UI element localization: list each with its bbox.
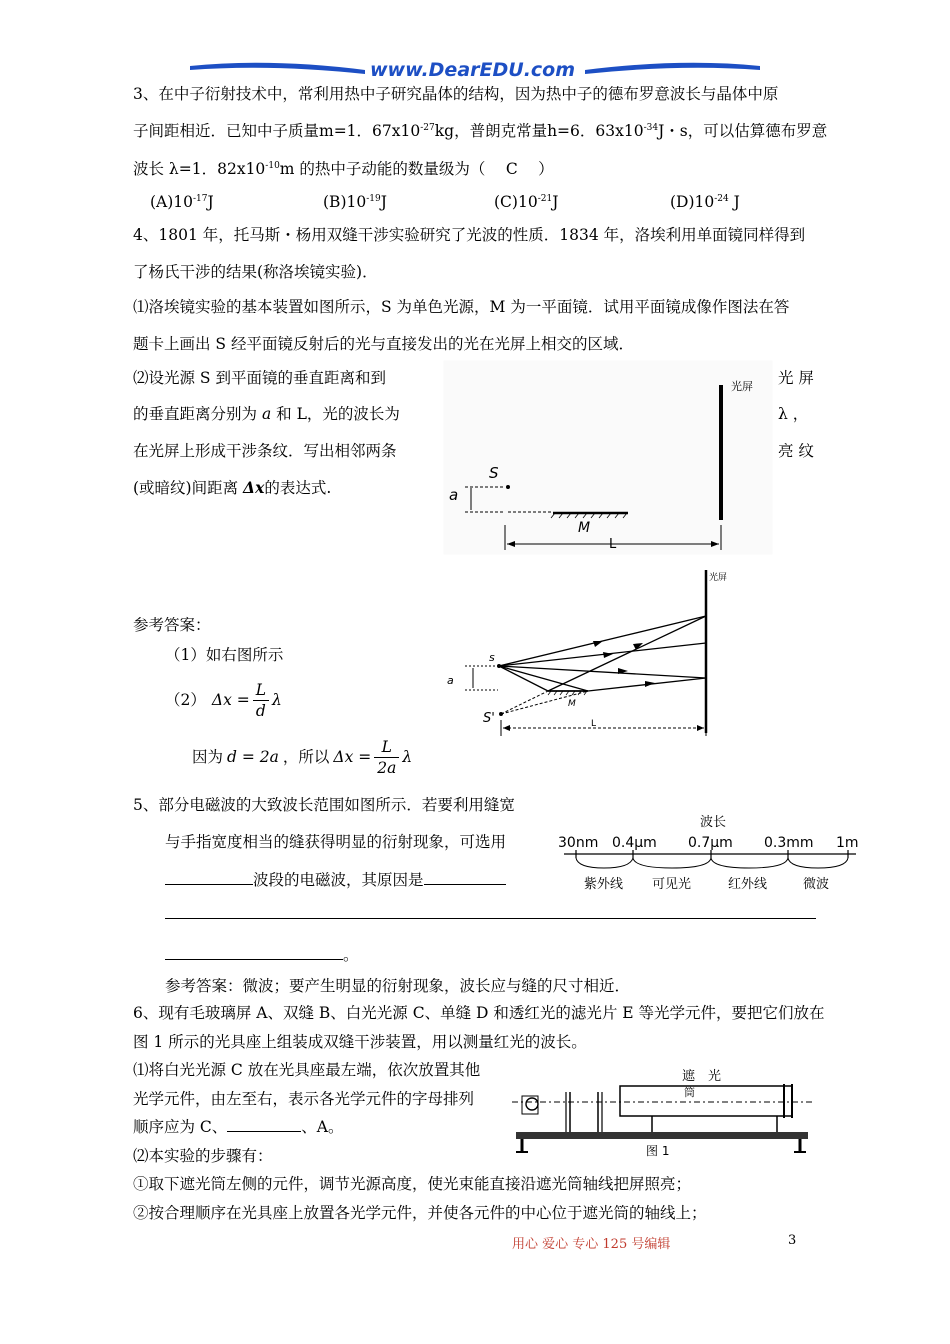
- band-microwave: 微波: [803, 877, 830, 892]
- footer-text: 用心 爱心 专心 125 号编辑: [512, 1237, 671, 1252]
- q4-part1-line2: 题卡上画出 S 经平面镜反射后的光与直接发出的光在光屏上相交的区域．: [133, 335, 634, 353]
- page-number: 3: [788, 1233, 797, 1248]
- tick-30nm: 30nm: [558, 835, 599, 851]
- fig2-screen-label: 光屏: [709, 573, 728, 583]
- q3-option-c: $(C)10^{-21}J$: [494, 193, 559, 211]
- q6-part1-line2: 光学元件，由左至右，表示各光学元件的字母排列: [133, 1090, 475, 1108]
- q5-answer-line: [165, 918, 816, 919]
- q6-line2: 图 1 所示的光具座上组装成双缝干涉装置，用以测量红光的波长。: [133, 1033, 587, 1051]
- q3-line1: 3、在中子衍射技术中，常利用热中子研究晶体的结构，因为热中子的德布罗意波长与晶体中原: [133, 85, 779, 103]
- q5-line3: 波段的电磁波，其原因是: [165, 870, 506, 890]
- q4-answer-3: 因为 d = 2a ，所以 Δx = $\frac{L}{2a}$ λ: [192, 737, 413, 777]
- q5-blank-3: [165, 959, 343, 960]
- q4-right-col-2: λ ，: [778, 405, 809, 423]
- q5-line1: 5、部分电磁波的大致波长范围如图所示．若要利用缝宽: [133, 796, 515, 814]
- q4-line2: 了杨氏干涉的结果(称洛埃镜实验)．: [133, 263, 378, 281]
- q3-line3: 波长 λ=1．$82x10^{-10}m$ 的热中子动能的数量级为（ C ）: [133, 160, 554, 178]
- fig2-l-label: L: [591, 719, 597, 729]
- q3-line2: 子间距相近．已知中子质量m=1．$67x10^{-27}kg$，普朗克常量h=6．$63x10^{-34}J$・s，可以估算德布罗意: [133, 122, 828, 140]
- q5-answer: 参考答案：微波；要产生明显的衍射现象，波长应与缝的尺寸相近．: [165, 977, 631, 995]
- fig1-screen-label: 光屏: [731, 380, 753, 393]
- q4-answer-label: 参考答案：: [133, 616, 211, 634]
- spectrum-figure: [556, 812, 866, 902]
- figure-caption: 图 1: [646, 1144, 670, 1158]
- fig2-s-label: s: [489, 651, 495, 664]
- q5-blank-1: [165, 884, 253, 885]
- tube-label-2: 筒: [684, 1086, 695, 1099]
- q6-part2: ⑵本实验的步骤有：: [133, 1147, 273, 1165]
- fig2-s-image-label: S': [483, 711, 495, 726]
- q4-answer-2: （2） Δx = $\frac{L}{d}$ λ: [165, 680, 282, 720]
- q4-right-col-3: 亮 纹: [778, 442, 814, 460]
- fig1-s-label: S: [489, 464, 499, 482]
- fig2-a-label: a: [447, 674, 454, 687]
- q4-part2-line4: (或暗纹)间距离 Δx的表达式.: [133, 478, 332, 497]
- fig2-m-label: M: [568, 699, 576, 709]
- q4-right-col-1: 光 屏: [778, 369, 814, 387]
- band-visible: 可见光: [652, 877, 692, 892]
- optical-bench-figure: [512, 1062, 817, 1162]
- fig1-m-label: M: [578, 520, 591, 536]
- q3-option-a: $(A)10^{-17}J$: [150, 193, 214, 211]
- q4-line1: 4、1801 年，托马斯・杨用双缝干涉实验研究了光波的性质．1834 年，洛埃利用单面镜同样得到: [133, 226, 806, 244]
- tick-0.3mm: 0.3mm: [764, 835, 814, 851]
- tube-label: 遮 光: [682, 1069, 722, 1084]
- q5-line5: 。: [165, 945, 359, 965]
- q4-part2-line1: ⑵设光源 S 到平面镜的垂直距离和到: [133, 369, 386, 387]
- spectrum-title: 波长: [700, 815, 727, 830]
- q4-part2-line3: 在光屏上形成干涉条纹．写出相邻两条: [133, 442, 397, 460]
- q4-answer-1: （1）如右图所示: [165, 646, 284, 664]
- band-ir: 红外线: [728, 877, 768, 892]
- tick-1m: 1m: [836, 835, 859, 851]
- tick-0.7um: 0.7μm: [688, 835, 733, 851]
- q4-part2-line2: 的垂直距离分别为 a 和 L，光的波长为: [133, 405, 400, 423]
- q6-step2: ②按合理顺序在光具座上放置各光学元件，并使各元件的中心位于遮光筒的轴线上；: [133, 1204, 707, 1222]
- logo-text: www.DearEDU.com: [370, 59, 576, 81]
- q5-line2: 与手指宽度相当的缝获得明显的衍射现象，可选用: [165, 833, 507, 851]
- q6-blank: [227, 1131, 301, 1132]
- tick-0.4um: 0.4μm: [612, 835, 657, 851]
- q5-blank-2: [424, 884, 506, 885]
- q6-line1: 6、现有毛玻璃屏 A、双缝 B、白光光源 C、单缝 D 和透红光的滤光片 E 等光学元件，要把它们放在: [133, 1004, 825, 1022]
- band-uv: 紫外线: [584, 877, 624, 892]
- lloyd-mirror-figure: [443, 360, 773, 555]
- q4-part1-line1: ⑴洛埃镜实验的基本装置如图所示，S 为单色光源，M 为一平面镜．试用平面镜成像作图法在答: [133, 298, 790, 316]
- q3-option-b: $(B)10^{-19}J$: [323, 193, 387, 211]
- ray-diagram-figure: [443, 568, 733, 738]
- q6-part1-line3: 顺序应为 C、 、A。: [133, 1118, 344, 1136]
- q6-part1-line1: ⑴将白光光源 C 放在光具座最左端，依次放置其他: [133, 1061, 481, 1079]
- fig1-a-label: a: [449, 486, 459, 504]
- q6-step1: ①取下遮光筒左侧的元件，调节光源高度，使光束能直接沿遮光筒轴线把屏照亮；: [133, 1175, 692, 1193]
- q3-option-d: $(D)10^{-24}$ J: [670, 193, 740, 211]
- fig1-l-label: L: [609, 537, 617, 552]
